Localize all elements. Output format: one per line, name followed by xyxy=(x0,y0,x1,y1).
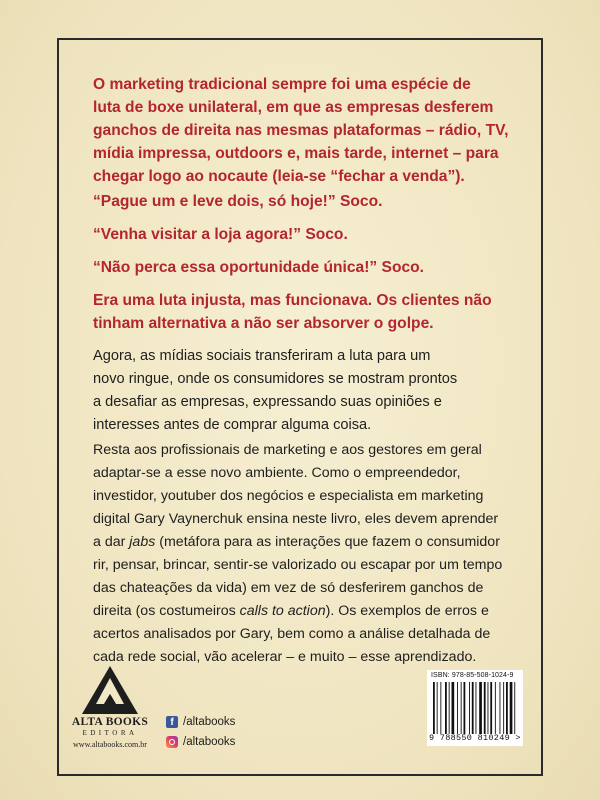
facebook-icon: f xyxy=(166,716,178,728)
quote-1: “Pague um e leve dois, só hoje!” Soco. xyxy=(93,193,383,210)
intro-line: O marketing tradicional sempre foi uma espécie de xyxy=(93,76,471,93)
conclusion-paragraph xyxy=(93,289,523,335)
intro-line: luta de boxe unilateral, em que as empresas desferem xyxy=(93,99,494,116)
publisher-sub: EDITORA xyxy=(82,729,138,737)
publisher-url: www.altabooks.com.br xyxy=(73,740,147,749)
intro-paragraph xyxy=(93,73,523,188)
text-run: ). Os exemplos de erros e xyxy=(325,603,489,619)
quote-2: “Venha visitar a loja agora!” Soco. xyxy=(93,226,348,243)
body-line: a desafiar as empresas, expressando suas opiniões e xyxy=(93,394,442,410)
publisher-brand xyxy=(62,716,158,749)
text-run: a dar xyxy=(93,534,130,550)
emphasis-calls-to-action: calls to action xyxy=(239,603,326,619)
body-line: investidor, youtuber dos negócios e especialista em marketing xyxy=(93,488,484,504)
facebook-handle xyxy=(166,716,235,728)
instagram-handle xyxy=(166,736,235,748)
text-run: direita (os costumeiros xyxy=(93,603,240,619)
isbn-text: ISBN: 978-85-508-1024-9 xyxy=(431,672,514,679)
barcode xyxy=(427,670,523,746)
emphasis-jabs: jabs xyxy=(129,534,156,550)
body-line: cada rede social, vão acelerar – e muito – esse aprendizado. xyxy=(93,649,477,665)
intro-line: ganchos de direita nas mesmas plataformas – rádio, TV, xyxy=(93,122,509,139)
barcode-digits: 9 788550 810249 > xyxy=(429,733,521,743)
body-line xyxy=(93,603,489,619)
text-run: (metáfora para as interações que fazem o consumidor xyxy=(155,534,500,550)
body-paragraph-2 xyxy=(93,439,523,669)
conclusion-line: Era uma luta injusta, mas funcionava. Os clientes não xyxy=(93,292,492,309)
facebook-text: /altabooks xyxy=(183,716,236,728)
instagram-text: /altabooks xyxy=(183,736,236,748)
body-line: Agora, as mídias sociais transferiram a luta para um xyxy=(93,348,431,364)
body-line xyxy=(93,534,500,550)
barcode-bars xyxy=(433,682,517,734)
publisher-name: ALTA BOOKS xyxy=(71,716,149,728)
body-line: acertos analisados por Gary, bem como a análise detalhada de xyxy=(93,626,491,642)
body-line: Resta aos profissionais de marketing e aos gestores em geral xyxy=(93,442,482,458)
intro-line: chegar logo ao nocaute (leia-se “fechar a venda”). xyxy=(93,168,465,185)
body-paragraph-1 xyxy=(93,345,523,437)
body-line: novo ringue, onde os consumidores se mostram prontos xyxy=(93,371,458,387)
body-line: adaptar-se a esse novo ambiente. Como o empreendedor, xyxy=(93,465,461,481)
body-line: digital Gary Vaynerchuk ensina neste livro, eles devem aprender xyxy=(93,511,499,527)
body-line: das chateações da vida) em vez de só desferirem ganchos de xyxy=(93,580,484,596)
quote-3: “Não perca essa oportunidade única!” Soco. xyxy=(93,259,425,276)
intro-line: mídia impressa, outdoors e, mais tarde, internet – para xyxy=(93,145,499,162)
instagram-icon xyxy=(166,736,178,748)
body-line: interesses antes de comprar alguma coisa. xyxy=(93,417,372,433)
body-line: rir, pensar, brincar, sentir-se valorizado ou escapar por um tempo xyxy=(93,557,503,573)
conclusion-line: tinham alternativa a não ser absorver o golpe. xyxy=(93,315,434,332)
